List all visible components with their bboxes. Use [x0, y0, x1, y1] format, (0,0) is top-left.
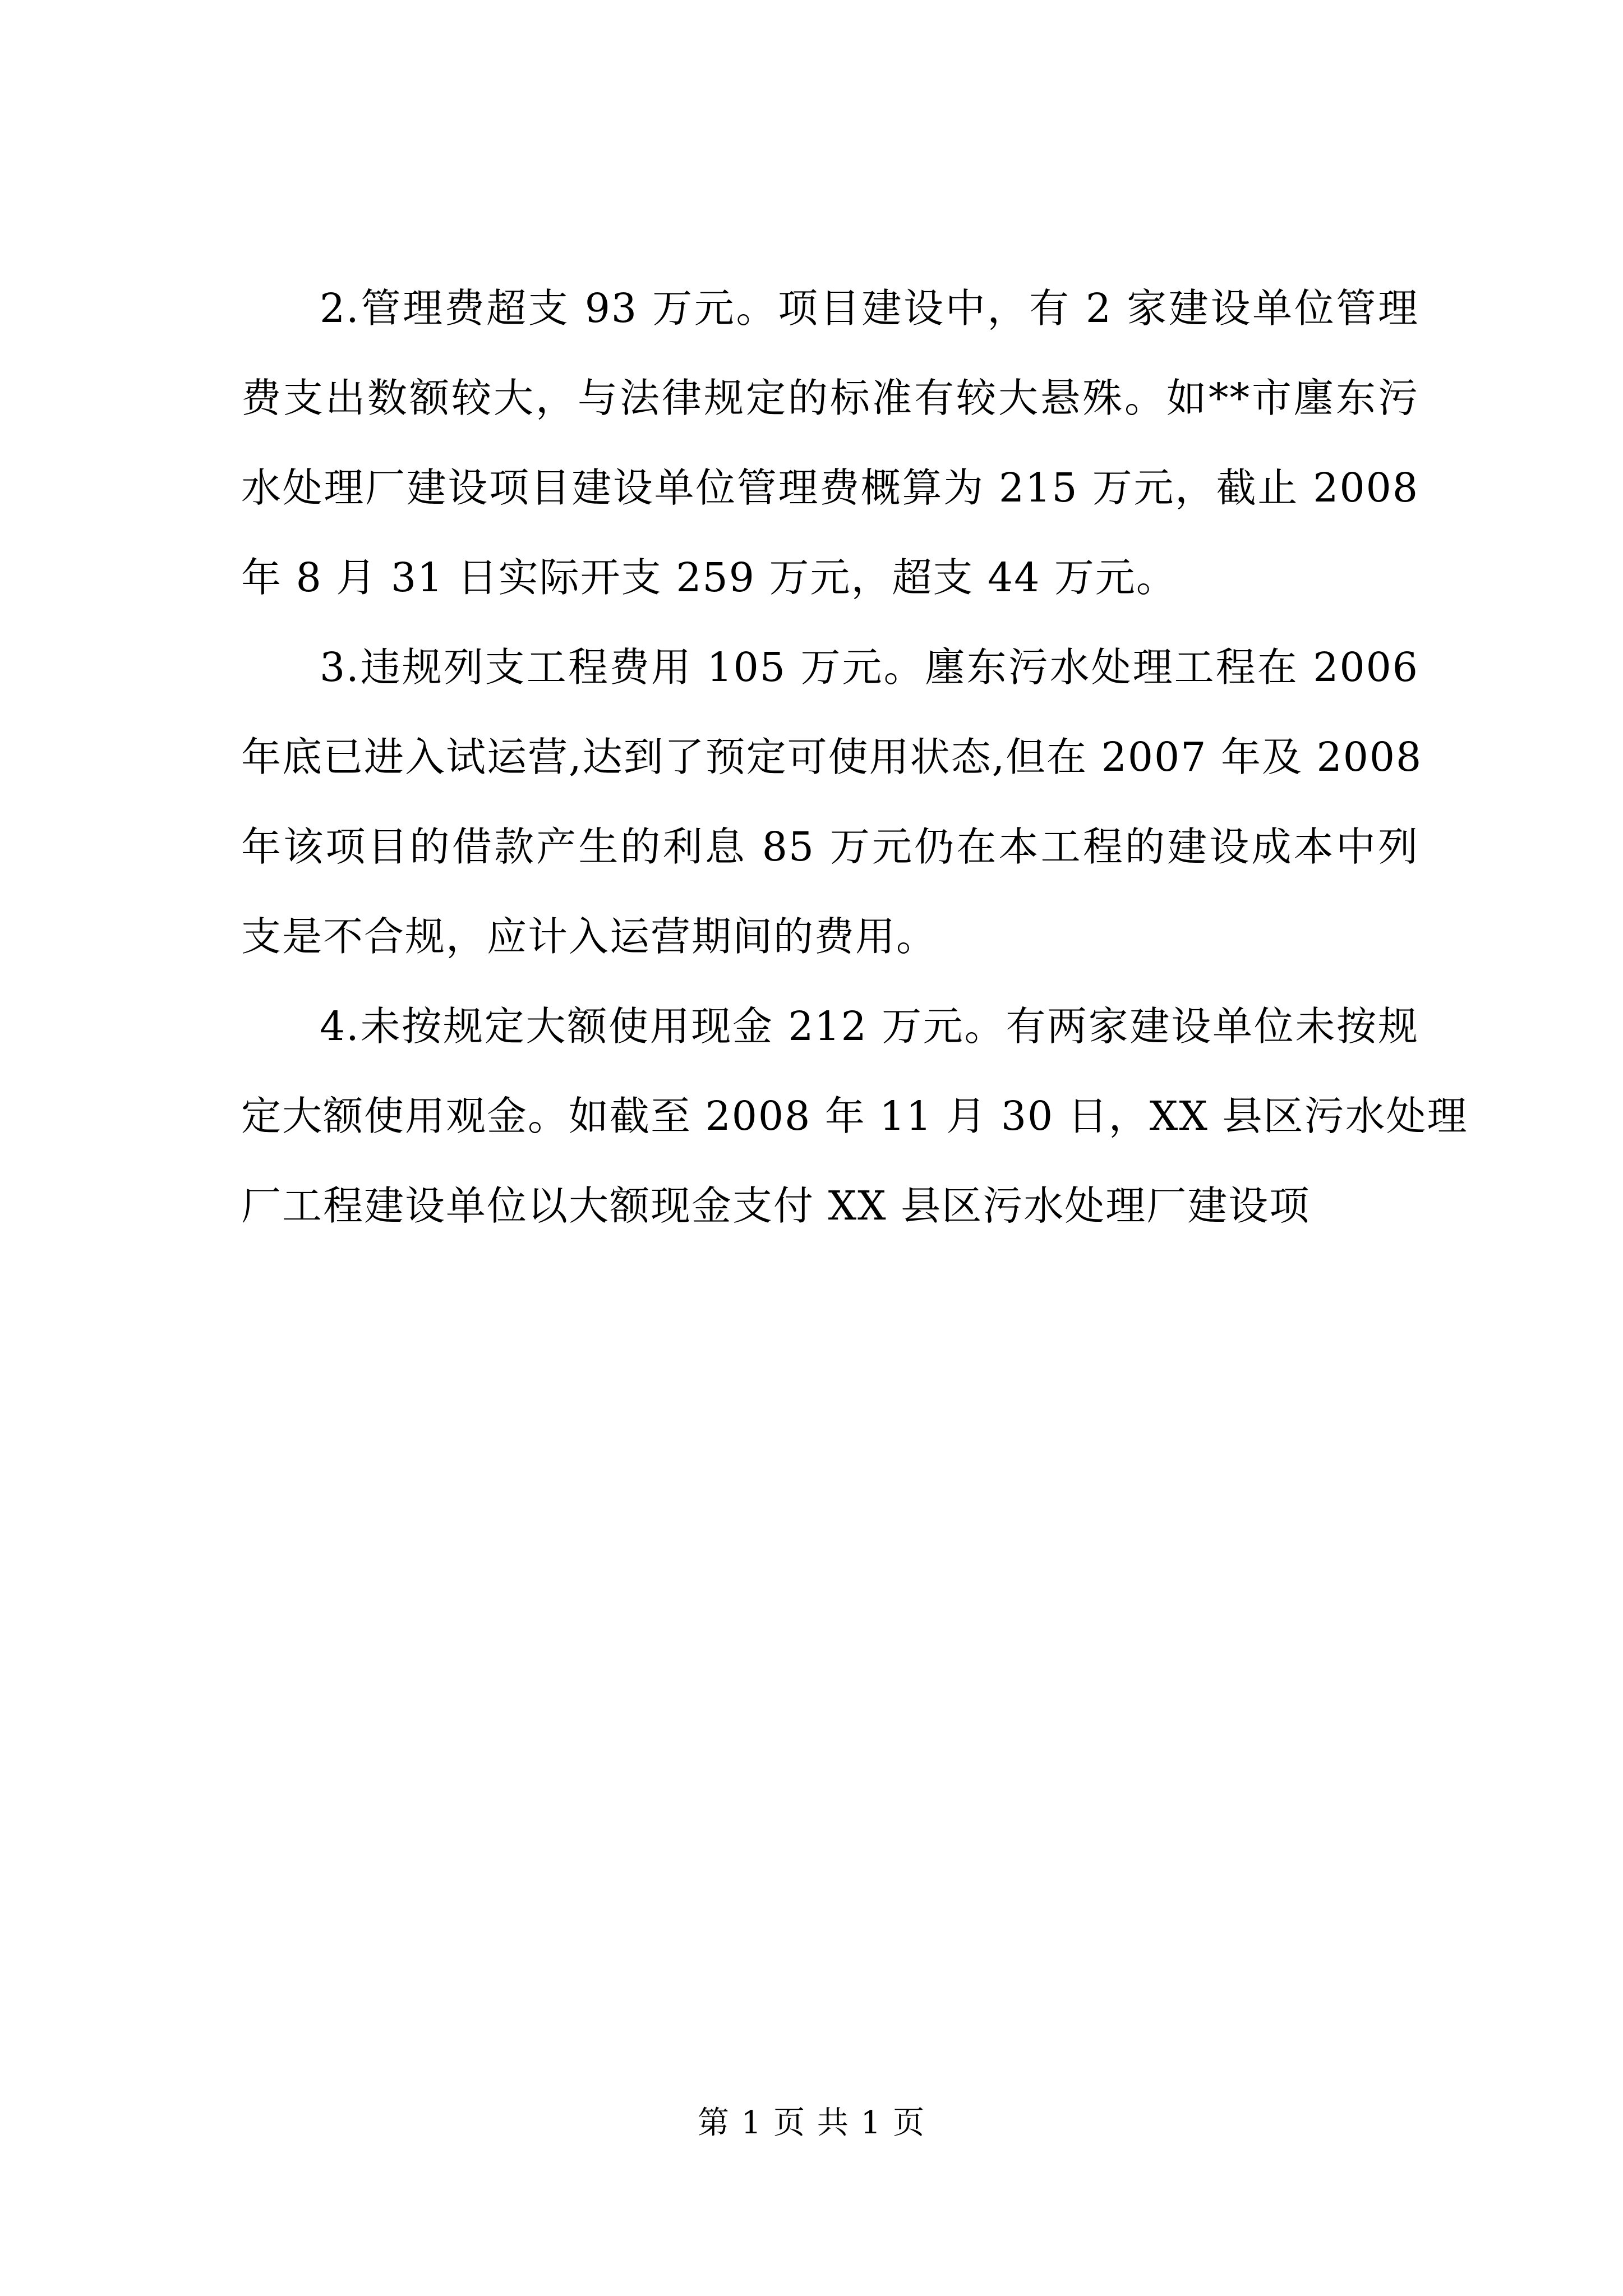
- page-footer: [0, 2101, 1623, 2146]
- paragraph-2-line-4: 年 8 月 31 日实际开支 259 万元，超支 44 万元。: [241, 554, 1177, 601]
- page-number-label: 第 1 页 共 1 页: [697, 2105, 926, 2141]
- paragraph-3-line-3: 年该项目的借款产生的利息 85 万元仍在本工程的建设成本中列: [241, 823, 1419, 870]
- document-body: [241, 264, 1468, 1251]
- paragraph-3-line-4: 支是不合规，应计入运营期间的费用。: [241, 913, 938, 960]
- paragraph-3-line-2: 年底已进入试运营,达到了预定可使用状态,但在 2007 年及 2008: [241, 734, 1423, 780]
- paragraph-4-line-1: 4.未按规定大额使用现金 212 万元。有两家建设单位未按规: [320, 1003, 1419, 1050]
- paragraph-2-line-2: 费支出数额较大，与法律规定的标准有较大悬殊。如**市廛东污: [241, 375, 1419, 421]
- paragraph-3-line-1: 3.违规列支工程费用 105 万元。廛东污水处理工程在 2006: [320, 644, 1419, 691]
- paragraph-4-line-2: 定大额使用观金。如截至 2008 年 11 月 30 日，XX 县区污水处理: [241, 1093, 1468, 1139]
- paragraph-2-line-3: 水处理厂建设项目建设单位管理费概算为 215 万元，截止 2008: [241, 464, 1419, 511]
- paragraph-2-line-1: 2.管理费超支 93 万元。项目建设中，有 2 家建设单位管理: [320, 285, 1419, 332]
- paragraph-4-line-3: 厂工程建设单位以大额现金支付 XX 县区污水处理厂建设项: [241, 1182, 1311, 1229]
